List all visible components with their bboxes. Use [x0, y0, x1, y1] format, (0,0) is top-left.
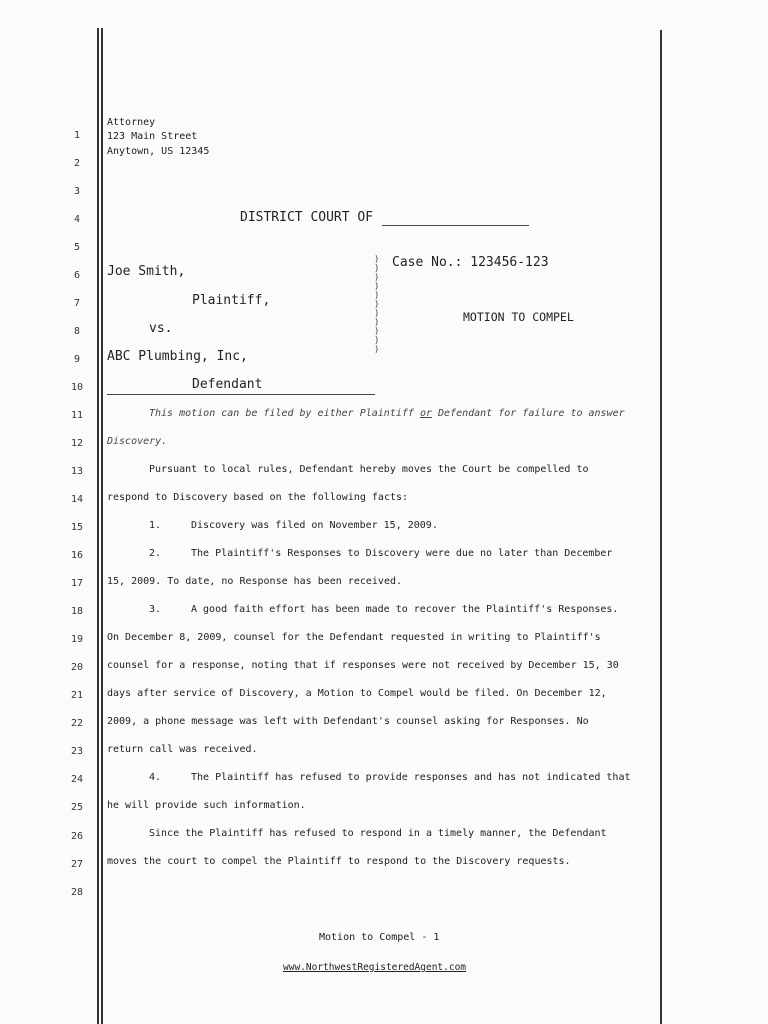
- defendant-name: ABC Plumbing, Inc,: [107, 349, 248, 364]
- defendant-role: Defendant: [192, 377, 263, 392]
- body-line-22: 2009, a phone message was left with Defendant's counsel asking for Responses. No: [107, 716, 589, 727]
- body-line-20: counsel for a response, noting that if responses were not received by December 15, 30: [107, 660, 619, 671]
- caption-bracket: ) ) ) ) ) ) ) ) ) ) ): [374, 255, 380, 355]
- line-number: 25: [70, 802, 84, 813]
- line-number: 23: [70, 746, 84, 757]
- line-number: 17: [70, 578, 84, 589]
- line-number: 2: [73, 158, 81, 169]
- attorney-city: Anytown, US 12345: [107, 146, 210, 157]
- line-number: 15: [70, 522, 84, 533]
- line-number: 11: [70, 410, 84, 421]
- court-title: DISTRICT COURT OF: [240, 210, 374, 225]
- item-number-3: 3.: [149, 604, 162, 615]
- line-number: 8: [73, 326, 81, 337]
- court-name-blank-line: [382, 225, 529, 226]
- line-number: 3: [73, 186, 81, 197]
- line-number: 26: [70, 831, 84, 842]
- line-number: 9: [73, 354, 81, 365]
- case-number: Case No.: 123456-123: [392, 255, 549, 270]
- line-number: 28: [70, 887, 84, 898]
- body-line-24: The Plaintiff has refused to provide responses and has not indicated that: [191, 772, 631, 783]
- body-line-27: moves the court to compel the Plaintiff to respond to the Discovery requests.: [107, 856, 571, 867]
- body-line-19: On December 8, 2009, counsel for the Defendant requested in writing to Plaintiff's: [107, 632, 601, 643]
- body-line-23: return call was received.: [107, 744, 258, 755]
- line-number: 5: [73, 242, 81, 253]
- line-number: 12: [70, 438, 84, 449]
- right-margin-rule: [660, 30, 662, 1024]
- line-number: 4: [73, 214, 81, 225]
- footer-page-label: Motion to Compel - 1: [319, 932, 440, 943]
- line-number: 18: [70, 606, 84, 617]
- line-number: 20: [70, 662, 84, 673]
- line-number: 7: [73, 298, 81, 309]
- line-number: 22: [70, 718, 84, 729]
- body-line-16: The Plaintiff's Responses to Discovery were due no later than December: [191, 548, 613, 559]
- attorney-street: 123 Main Street: [107, 131, 198, 142]
- item-number-1: 1.: [149, 520, 162, 531]
- body-line-15: Discovery was filed on November 15, 2009.: [191, 520, 438, 531]
- filing-note-line1: [149, 409, 625, 419]
- line-number: 16: [70, 550, 84, 561]
- item-number-4: 4.: [149, 772, 162, 783]
- plaintiff-role: Plaintiff,: [192, 293, 271, 308]
- line-number: 24: [70, 774, 84, 785]
- filing-note-line2: Discovery.: [107, 436, 168, 447]
- line-number: 27: [70, 859, 84, 870]
- document-title: MOTION TO COMPEL: [463, 310, 574, 324]
- body-line-14: respond to Discovery based on the following facts:: [107, 492, 409, 503]
- footer-website-link[interactable]: www.NorthwestRegisteredAgent.com: [283, 962, 467, 973]
- line-number: 19: [70, 634, 84, 645]
- body-line-21: days after service of Discovery, a Motion to Compel would be filed. On December 12,: [107, 688, 607, 699]
- body-line-25: he will provide such information.: [107, 800, 306, 811]
- filing-note-or: or: [419, 408, 432, 419]
- body-line-13: Pursuant to local rules, Defendant hereby moves the Court be compelled to: [149, 464, 589, 475]
- line-number: 6: [73, 270, 81, 281]
- plaintiff-name: Joe Smith,: [107, 264, 186, 279]
- line-number: 1: [73, 130, 81, 141]
- body-line-17: 15, 2009. To date, no Response has been received.: [107, 576, 403, 587]
- line-number: 21: [70, 690, 84, 701]
- line-number: 10: [70, 382, 84, 393]
- attorney-name: Attorney: [107, 117, 156, 128]
- filing-note-part1: This motion can be filed by either Plaintiff: [149, 408, 420, 419]
- body-line-18: A good faith effort has been made to recover the Plaintiff's Responses.: [191, 604, 619, 615]
- left-margin-rule-outer: [97, 28, 99, 1024]
- body-line-26: Since the Plaintiff has refused to respond in a timely manner, the Defendant: [149, 828, 607, 839]
- filing-note-part2: Defendant for failure to answer: [431, 408, 625, 419]
- versus-label: vs.: [149, 321, 173, 336]
- caption-underline: [107, 394, 375, 395]
- line-number: 14: [70, 494, 84, 505]
- line-number: 13: [70, 466, 84, 477]
- left-margin-rule-inner: [101, 28, 103, 1024]
- item-number-2: 2.: [149, 548, 162, 559]
